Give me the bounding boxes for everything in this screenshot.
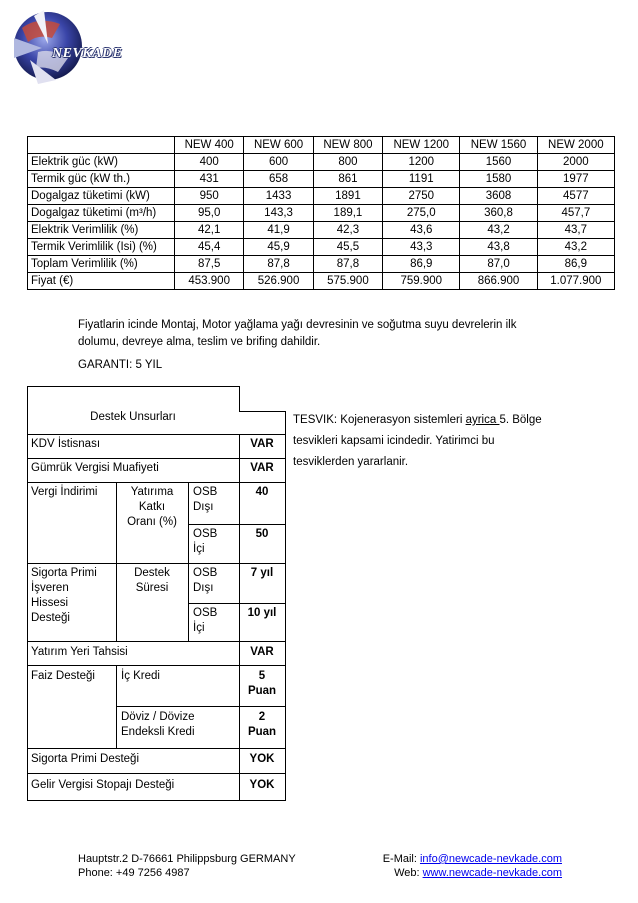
yer-tahsisi-label: Yatırım Yeri Tahsisi [31, 646, 128, 658]
gelir-vergisi-label: Gelir Vergisi Stopajı Desteği [31, 779, 175, 791]
table-cell: 43,7 [537, 222, 614, 239]
table-cell: 1560 [460, 154, 537, 171]
spec-header-cell: NEW 1560 [460, 137, 537, 154]
table-cell: 759.900 [383, 273, 460, 290]
table-rule [285, 411, 286, 801]
company-logo [8, 8, 123, 88]
osb-label-line: Dışı [193, 501, 214, 513]
table-cell: 43,2 [537, 239, 614, 256]
osb-label-line: İçi [193, 622, 205, 634]
osb-label-line: OSB [193, 607, 218, 619]
tesvik-suffix: 5. Bölge [499, 414, 542, 426]
table-cell: 189,1 [313, 205, 382, 222]
footer-contact-block [380, 852, 562, 880]
sigorta-label-line: Desteği [31, 612, 70, 624]
table-cell: 866.900 [460, 273, 537, 290]
table-rule [239, 411, 286, 412]
table-row [28, 273, 615, 290]
ic-kredi-value [239, 669, 285, 699]
price-note-line-1: Fiyatlarin icinde Montaj, Motor yağlama yağı devresinin ve soğutma suyu devrelerin ilk [78, 319, 517, 331]
kdv-label: KDV İstisnası [31, 438, 101, 450]
sigorta-ici-value: 10 yıl [247, 607, 277, 619]
table-cell: 1891 [313, 188, 382, 205]
vergi-disi-value: 40 [255, 486, 269, 498]
tesvik-prefix: TESVIK: Kojenerasyon sistemleri [293, 414, 466, 426]
table-cell: 526.900 [244, 273, 313, 290]
table-row [28, 239, 615, 256]
footer-phone: Phone: +49 7256 4987 [78, 867, 190, 879]
sigorta-isveren-label [31, 566, 97, 626]
spec-header-cell [28, 137, 175, 154]
table-rule [27, 800, 286, 801]
ic-kredi-value-line: Puan [247, 685, 277, 697]
spec-header-cell: NEW 1200 [383, 137, 460, 154]
kdv-value: VAR [250, 438, 274, 450]
doviz-kredi-value-line: 2 [258, 711, 266, 723]
osb-ici-label [193, 606, 217, 636]
tesvik-line-2: tesvikleri kapsami icindedir. Yatirimci bu [293, 435, 495, 447]
row-label: Toplam Verimlilik (%) [28, 256, 175, 273]
destek-suresi-line: Süresi [135, 582, 169, 594]
table-cell: 600 [244, 154, 313, 171]
sigorta-destegi-value: YOK [249, 753, 275, 765]
tesvik-text [293, 410, 583, 473]
table-rule [27, 773, 286, 774]
table-rule [27, 482, 286, 483]
table-cell: 360,8 [460, 205, 537, 222]
osb-disi-label [193, 566, 217, 596]
footer-address-block [78, 852, 296, 880]
osb-label-line: Dışı [193, 582, 214, 594]
vergi-sublabel [116, 485, 188, 530]
logo-text: NEVKADE [52, 46, 123, 61]
tesvik-underlined: ayrica [465, 414, 500, 426]
table-cell: 1433 [244, 188, 313, 205]
gelir-vergisi-value: YOK [249, 779, 275, 791]
table-row [28, 222, 615, 239]
footer-email-line [380, 852, 562, 866]
table-cell: 45,9 [244, 239, 313, 256]
price-note-line-2: dolumu, devreye alma, teslim ve brifing dahildir. [78, 336, 321, 348]
osb-disi-label [193, 485, 217, 515]
gumruk-label: Gümrük Vergisi Muafiyeti [31, 462, 159, 474]
table-cell: 457,7 [537, 205, 614, 222]
table-cell: 43,8 [460, 239, 537, 256]
table-cell: 575.900 [313, 273, 382, 290]
table-cell: 41,9 [244, 222, 313, 239]
doviz-kredi-label [121, 710, 195, 740]
table-cell: 950 [175, 188, 244, 205]
table-rule [27, 748, 286, 749]
ic-kredi-value-line: 5 [258, 670, 266, 682]
table-cell: 43,6 [383, 222, 460, 239]
sigorta-label-line: İşveren [31, 582, 69, 594]
table-rule [27, 665, 286, 666]
table-rule [116, 665, 117, 748]
table-cell: 143,3 [244, 205, 313, 222]
spec-header-cell: NEW 2000 [537, 137, 614, 154]
osb-ici-label [193, 527, 217, 557]
web-label: Web: [394, 867, 423, 879]
table-rule [116, 706, 286, 707]
tesvik-line-1 [293, 410, 583, 431]
table-cell: 800 [313, 154, 382, 171]
table-cell: 861 [313, 171, 382, 188]
table-cell: 1.077.900 [537, 273, 614, 290]
table-cell: 2000 [537, 154, 614, 171]
table-row [28, 205, 615, 222]
spec-table [27, 136, 615, 290]
incentive-title: Destek Unsurları [90, 411, 176, 423]
table-cell: 86,9 [537, 256, 614, 273]
table-cell: 87,8 [244, 256, 313, 273]
table-cell: 453.900 [175, 273, 244, 290]
vergi-sublabel-line: Yatırıma [130, 486, 174, 498]
table-rule [239, 386, 240, 411]
table-cell: 275,0 [383, 205, 460, 222]
table-cell: 1977 [537, 171, 614, 188]
destek-suresi-line: Destek [134, 567, 170, 579]
table-cell: 3608 [460, 188, 537, 205]
ic-kredi-label: İç Kredi [121, 670, 160, 682]
table-cell: 431 [175, 171, 244, 188]
spec-header-cell: NEW 600 [244, 137, 313, 154]
price-note [78, 317, 548, 351]
table-cell: 45,4 [175, 239, 244, 256]
table-rule [27, 641, 286, 642]
table-rule [188, 524, 286, 525]
footer-web-line [380, 866, 562, 880]
osb-label-line: OSB [193, 528, 218, 540]
row-label: Fiyat (€) [28, 273, 175, 290]
footer-address: Hauptstr.2 D-76661 Philippsburg GERMANY [78, 853, 296, 865]
row-label: Dogalgaz tüketimi (m³/h) [28, 205, 175, 222]
guarantee-text: GARANTI: 5 YIL [78, 359, 163, 371]
vergi-sublabel-line: Oranı (%) [127, 516, 177, 528]
table-row [28, 256, 615, 273]
osb-label-line: OSB [193, 486, 218, 498]
table-cell: 4577 [537, 188, 614, 205]
vergi-label: Vergi İndirimi [31, 486, 98, 498]
table-rule [188, 482, 189, 641]
table-cell: 95,0 [175, 205, 244, 222]
row-label: Termik güc (kW th.) [28, 171, 175, 188]
table-cell: 87,0 [460, 256, 537, 273]
doviz-kredi-value-line: Puan [247, 726, 277, 738]
row-label: Elektrik Verimlilik (%) [28, 222, 175, 239]
sigorta-label-line: Sigorta Primi [31, 567, 97, 579]
table-rule [27, 458, 286, 459]
yer-tahsisi-value: VAR [250, 646, 274, 658]
vergi-sublabel-line: Katkı [138, 501, 166, 513]
table-cell: 42,3 [313, 222, 382, 239]
row-label: Dogalgaz tüketimi (kW) [28, 188, 175, 205]
table-cell: 42,1 [175, 222, 244, 239]
row-label: Elektrik güc (kW) [28, 154, 175, 171]
email-link[interactable]: info@newcade-nevkade.com [419, 853, 562, 865]
table-rule [27, 386, 239, 387]
doviz-kredi-line: Döviz / Dövize [121, 711, 195, 723]
table-cell: 43,3 [383, 239, 460, 256]
table-cell: 1580 [460, 171, 537, 188]
sigorta-label-line: Hissesi [31, 597, 69, 609]
table-rule [188, 603, 286, 604]
osb-label-line: İçi [193, 543, 205, 555]
table-rule [27, 563, 286, 564]
vergi-ici-value: 50 [255, 528, 269, 540]
table-row [28, 188, 615, 205]
doviz-kredi-value [239, 710, 285, 740]
table-rule [27, 386, 28, 801]
table-cell: 87,8 [313, 256, 382, 273]
spec-header-cell: NEW 400 [175, 137, 244, 154]
spec-header-cell: NEW 800 [313, 137, 382, 154]
email-label: E-Mail: [382, 853, 420, 865]
faiz-label: Faiz Desteği [31, 670, 95, 682]
table-cell: 2750 [383, 188, 460, 205]
web-link[interactable]: www.newcade-nevkade.com [422, 867, 562, 879]
table-row [28, 154, 615, 171]
table-cell: 87,5 [175, 256, 244, 273]
table-cell: 658 [244, 171, 313, 188]
table-cell: 45,5 [313, 239, 382, 256]
spec-header-row [28, 137, 615, 154]
table-cell: 1191 [383, 171, 460, 188]
table-rule [27, 434, 286, 435]
row-label: Termik Verimlilik (Isi) (%) [28, 239, 175, 256]
doviz-kredi-line: Endeksli Kredi [121, 726, 195, 738]
sigorta-destegi-label: Sigorta Primi Desteği [31, 753, 140, 765]
gumruk-value: VAR [250, 462, 274, 474]
tesvik-line-3: tesviklerden yararlanir. [293, 456, 409, 468]
table-cell: 400 [175, 154, 244, 171]
destek-suresi-label [116, 566, 188, 596]
osb-label-line: OSB [193, 567, 218, 579]
table-row [28, 171, 615, 188]
table-cell: 43,2 [460, 222, 537, 239]
table-cell: 1200 [383, 154, 460, 171]
sigorta-disi-value: 7 yıl [250, 567, 274, 579]
table-cell: 86,9 [383, 256, 460, 273]
incentive-table [27, 386, 286, 802]
